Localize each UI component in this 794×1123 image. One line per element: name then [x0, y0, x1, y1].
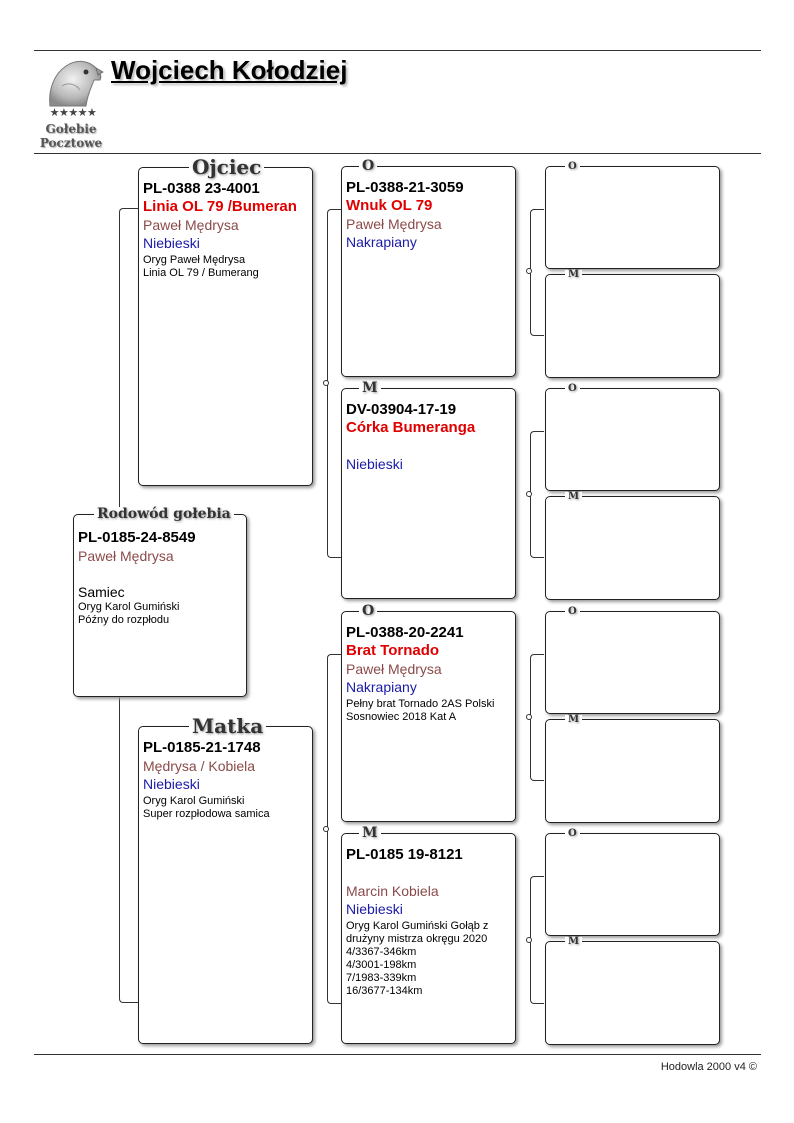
mfm-card[interactable] [545, 719, 720, 823]
breeder-name: Paweł Mędrysa [346, 216, 442, 232]
color-value: Niebieski [143, 235, 200, 251]
breeder-name: Marcin Kobiela [346, 883, 439, 899]
mm-label: M [359, 826, 381, 840]
sex-value: Samiec [78, 584, 125, 600]
subject-card[interactable] [73, 514, 247, 697]
owner-name: Wojciech Kołodziej [111, 55, 348, 85]
mother-card[interactable] [138, 726, 313, 1044]
color-value: Niebieski [346, 901, 403, 917]
connector-ff-parents [530, 209, 544, 336]
color-value: Niebieski [143, 776, 200, 792]
ffm-card[interactable] [545, 274, 720, 378]
logo [34, 56, 108, 148]
ring-number: DV-03904-17-19 [346, 401, 457, 418]
father-label: Ojciec [189, 157, 264, 177]
connector-dot [323, 380, 329, 386]
logo-stars: ★★★★★ [49, 106, 97, 119]
fff-card[interactable] [545, 166, 720, 269]
mff-card[interactable] [545, 611, 720, 714]
connector-mf-parents [530, 654, 544, 781]
breeder-name: Paweł Mędrysa [78, 548, 174, 564]
ring-number: PL-0185-21-1748 [143, 739, 261, 756]
connector-dot [526, 937, 532, 943]
mfm-label: M [565, 715, 582, 725]
connector-father-parents [327, 209, 341, 558]
color-value: Nakrapiany [346, 679, 417, 695]
color-value: Nakrapiany [346, 234, 417, 250]
fm-label: M [359, 381, 381, 395]
connector-dot [323, 826, 329, 832]
breeder-name: Paweł Mędrysa [143, 217, 239, 233]
ring-number: PL-0388-20-2241 [346, 624, 464, 641]
breeder-name: Mędrysa / Kobiela [143, 758, 256, 774]
connector-dot [526, 714, 532, 720]
fm-card[interactable] [341, 388, 516, 599]
connector-to-father [119, 208, 138, 517]
mmm-label: M [565, 937, 582, 947]
pigeon-icon [42, 56, 104, 108]
breeder-name: Paweł Mędrysa [346, 661, 442, 677]
breeder-name [346, 437, 511, 455]
ff-label: O [359, 159, 377, 173]
fmf-label: O [565, 384, 580, 394]
connector-mm-parents [530, 876, 544, 1004]
fmm-label: M [565, 492, 582, 502]
notes: Oryg Karol Gumiński Gołąb z drużyny mistrza okręgu 2020 4/3367-346km 4/3001-198km 7/1983-339km 16/3677-134km [346, 920, 489, 997]
ring-number: PL-0185-24-8549 [78, 529, 196, 546]
pigeon-name: Linia OL 79 /Bumeran [143, 198, 297, 215]
ff-card[interactable] [341, 166, 516, 377]
notes: Oryg Karol Gumiński Super rozpłodowa samica [143, 795, 270, 820]
pigeon-name: Wnuk OL 79 [346, 197, 433, 214]
connector-fm-parents [530, 431, 544, 558]
ffm-label: M [565, 270, 582, 280]
mff-label: O [565, 607, 580, 617]
notes: Pełny brat Tornado 2AS Polski Sosnowiec 2018 Kat A [346, 698, 495, 723]
fmf-card[interactable] [545, 388, 720, 491]
fff-label: O [565, 162, 580, 172]
pigeon-name: Córka Bumeranga [346, 419, 476, 436]
mmf-card[interactable] [545, 833, 720, 936]
mmf-label: O [565, 829, 580, 839]
connector-to-mother [119, 697, 138, 1003]
ring-number: PL-0185 19-8121 [346, 846, 463, 863]
subject-label: Rodowód gołebia [94, 507, 234, 521]
mf-card[interactable] [341, 611, 516, 822]
footer-rule [34, 1054, 761, 1055]
mm-card[interactable] [341, 833, 516, 1044]
logo-text-line2: Pocztowe [39, 136, 103, 150]
footer-text: Hodowla 2000 v4 © [660, 1061, 757, 1073]
fmm-card[interactable] [545, 496, 720, 600]
ring-number: PL-0388-21-3059 [346, 179, 464, 196]
connector-mother-parents [327, 654, 341, 1004]
header-rule [34, 153, 761, 154]
mf-label: O [359, 604, 377, 618]
connector-dot [526, 491, 532, 497]
color-value: Niebieski [346, 456, 403, 472]
connector-dot [526, 268, 532, 274]
father-card[interactable] [138, 167, 313, 486]
ring-number: PL-0388 23-4001 [143, 180, 260, 197]
mother-label: Matka [189, 716, 266, 736]
notes: Oryg Karol Gumiński Późny do rozpłodu [78, 601, 180, 626]
pigeon-name: Brat Tornado [346, 642, 440, 659]
logo-text-line1: Gołebie [45, 122, 97, 136]
mmm-card[interactable] [545, 941, 720, 1045]
top-rule [34, 50, 761, 51]
notes: Oryg Paweł Mędrysa Linia OL 79 / Bumerang [143, 254, 259, 279]
pigeon-name [346, 864, 511, 882]
